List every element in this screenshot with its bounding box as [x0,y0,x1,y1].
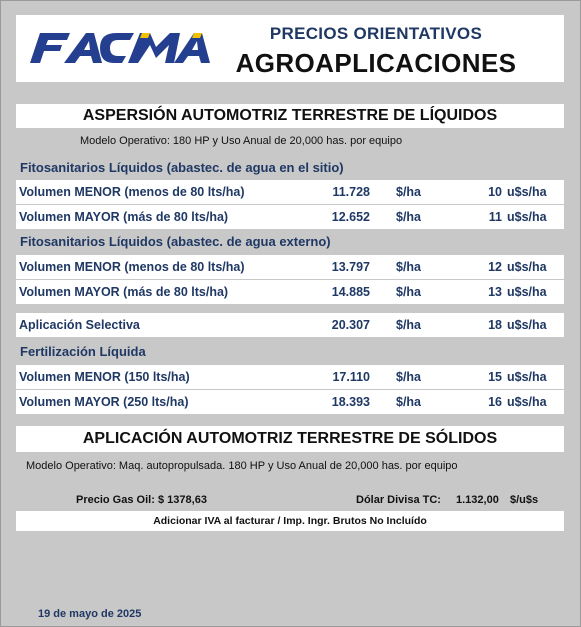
price-row [16,255,564,279]
price-ars: 20.307 [331,318,370,332]
unit-usd: u$s/ha [507,260,547,274]
tax-note-box [16,511,564,531]
price-ars: 14.885 [331,285,370,299]
price-row [16,313,564,337]
section-liquidos-title: ASPERSIÓN AUTOMOTRIZ TERRESTRE DE LÍQUIDOS [82,107,498,124]
price-row [16,280,564,304]
row-label: Volumen MAYOR (más de 80 lts/ha) [19,285,229,299]
price-ars: 12.652 [331,210,370,224]
price-usd: 15 [488,370,502,384]
row-label: Aplicación Selectiva [19,318,140,332]
unit-ars: $/ha [396,370,422,384]
unit-usd: u$s/ha [507,395,547,409]
gasoil-label: Precio Gas Oil: [76,494,155,506]
price-usd: 13 [488,285,502,299]
section-liquidos-header [16,104,564,128]
header-title: PRECIOS ORIENTATIVOS [269,24,483,43]
dolar-unit: $/u$s [510,494,539,506]
facma-logo [24,29,214,67]
price-usd: 12 [488,260,502,274]
unit-usd: u$s/ha [507,210,547,224]
unit-usd: u$s/ha [507,185,547,199]
dolar-value: 1.132,00 [456,494,499,506]
tax-note: Adicionar IVA al facturar / Imp. Ingr. Brutos No Incluído [153,515,427,527]
price-row [16,180,564,204]
gasoil-value: $ 1378,63 [158,494,207,506]
row-label: Volumen MENOR (menos de 80 lts/ha) [19,185,245,199]
unit-ars: $/ha [396,260,422,274]
price-ars: 13.797 [331,260,370,274]
price-ars: 11.728 [332,185,370,199]
row-label: Volumen MAYOR (más de 80 lts/ha) [19,210,229,224]
unit-usd: u$s/ha [507,318,547,332]
unit-usd: u$s/ha [507,285,547,299]
category-title: Fertilización Líquida [20,344,146,359]
category-title: Fitosanitarios Líquidos (abastec. de agua externo) [20,234,331,249]
unit-ars: $/ha [396,210,422,224]
liquidos-note: Modelo Operativo: 180 HP y Uso Anual de 20,000 has. por equipo [80,135,403,147]
price-row [16,390,564,414]
header [16,15,564,82]
price-ars: 18.393 [331,395,370,409]
row-label: Volumen MAYOR (250 lts/ha) [19,395,189,409]
unit-ars: $/ha [396,185,422,199]
price-usd: 18 [488,318,502,332]
unit-usd: u$s/ha [507,370,547,384]
price-ars: 17.110 [332,370,370,384]
row-label: Volumen MENOR (150 lts/ha) [19,370,190,384]
price-row [16,205,564,229]
row-label: Volumen MENOR (menos de 80 lts/ha) [19,260,245,274]
unit-ars: $/ha [396,395,422,409]
date-label: 19 de mayo de 2025 [38,608,142,620]
price-row [16,365,564,389]
section-solidos-title: APLICACIÓN AUTOMOTRIZ TERRESTRE DE SÓLIDOS [82,430,498,447]
price-usd: 11 [488,210,502,224]
unit-ars: $/ha [396,285,422,299]
header-subtitle: AGROAPLICACIONES [235,48,517,78]
price-usd: 10 [488,185,502,199]
price-usd: 16 [488,395,502,409]
dolar-label: Dólar Divisa TC: [356,494,441,506]
section-solidos-header [16,426,564,452]
category-title: Fitosanitarios Líquidos (abastec. de agua en el sitio) [20,160,344,175]
solidos-note: Modelo Operativo: Maq. autopropulsada. 180 HP y Uso Anual de 20,000 has. por equipo [26,460,458,472]
unit-ars: $/ha [396,318,422,332]
